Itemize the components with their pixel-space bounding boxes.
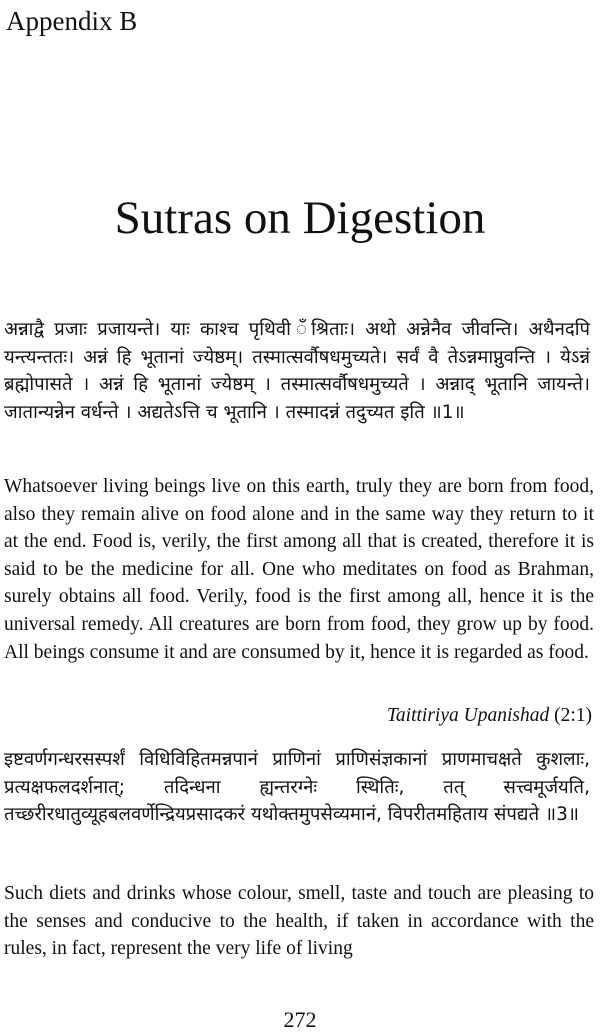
translation-1: Whatsoever living beings live on this earth, truly they are born from food, also they remain alive on food alone and in the same way they return to it at the end. Food is, verily, the first among all that is created, therefore it is said to be the medicine for all. One who meditates on food as Brahman, surely obtains all food. Verily, food is the first among all, hence it is the universal remedy. All creatures are born from food, they grow up by food. All beings consume it and are consumed by it, hence it is regarded as food. [4, 476, 594, 663]
citation-work: Taittiriya Upanishad [386, 705, 550, 726]
sanskrit-verse-1: अन्नाद्वै प्रजाः प्रजायन्ते। याः काश्च पृथिवी ँश्रिताः। अथो अन्नेनैव जीवन्ति। अथैनदपि यन्त्यन्ततः। अन्नं हि भूतानां ज्येष्ठम्। तस्मात्सर्वौषधमुच्यते। सर्वं वै तेऽन्नमाप्नुवन्ति । येऽन्नं ब्रह्मोपासते । अन्नं हि भूतानां ज्येष्ठम् । तस्मात्सर्वौषधमुच्यते । अन्नाद् भूतानि जायन्ते। जातान्यन्नेन वर्धन्ते । अद्यतेऽत्ति च भूतानि । तस्मादन्नं तदुच्यत इति ॥1॥ [4, 319, 590, 423]
citation [387, 703, 592, 729]
page-number: 272 [283, 1007, 317, 1032]
chapter-title: Sutras on Digestion [114, 192, 486, 244]
translation-2: Such diets and drinks whose colour, smell, taste and touch are pleasing to the senses and conducive to the health, if taken in accordance with the rules, in fact, represent the very life of living [4, 883, 594, 960]
sanskrit-verse-2: इष्टवर्णगन्धरसस्पर्शं विधिविहितमन्नपानं प्राणिनां प्राणिसंज्ञकानां प्राणमाचक्षते कुशलाः, प्रत्यक्षफलदर्शनात्; तदिन्धना ह्यन्तरग्नेः स्थितिः, तत् सत्त्वमूर्जयति, तच्छरीरधातुव्यूहबलवर्णेन्द्रियप्रसादकरं यथोक्तमुपसेव्यमानं, विपरीतमहिताय संपद्यते ॥3॥ [4, 749, 590, 825]
citation-reference: (2:1) [549, 705, 592, 726]
appendix-label: Appendix B [6, 6, 138, 36]
